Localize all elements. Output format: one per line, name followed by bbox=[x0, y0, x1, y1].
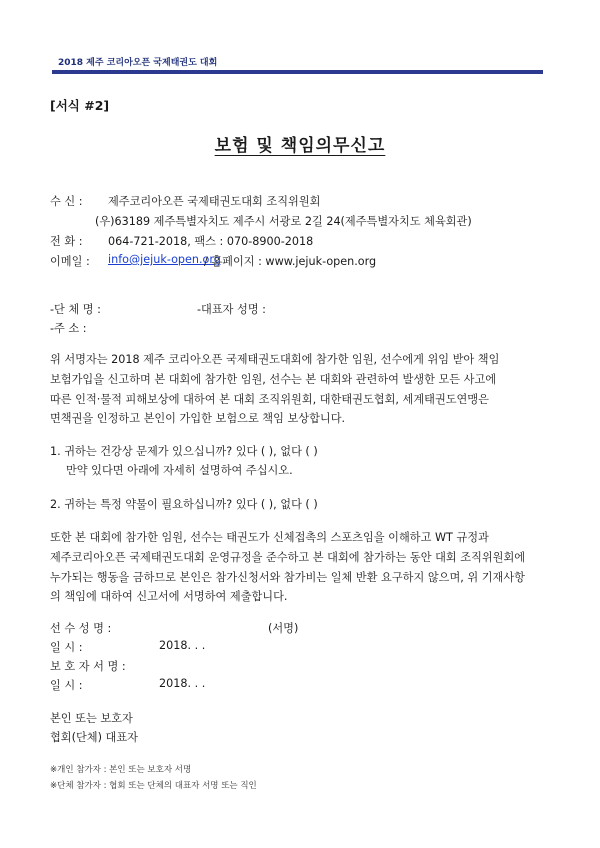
signer-association-representative: 협회(단체) 대표자 bbox=[50, 731, 138, 744]
paragraph-2-line: 제주코리아오픈 국제태권도대회 운영규정을 준수하고 본 대회에 참가하는 동안 대회 조직위원회에 bbox=[50, 551, 526, 564]
note-individual: ※개인 참가자 : 본인 또는 보호자 서명 bbox=[50, 765, 192, 775]
signer-self-or-guardian: 본인 또는 보호자 bbox=[50, 712, 133, 725]
note-group: ※단체 참가자 : 협회 또는 단체의 대표자 서명 또는 직인 bbox=[50, 781, 257, 791]
paragraph-2-line: 또한 본 대회에 참가한 임원, 선수는 태권도가 신체접촉의 스포츠임을 이해하고 WT 규정과 bbox=[50, 531, 489, 544]
header-title: 2018 제주 코리아오픈 국제태권도 대회 bbox=[58, 58, 218, 68]
date-value: 2018. . . bbox=[159, 639, 206, 652]
question-health-detail: 만약 있다면 아래에 자세히 설명하여 주십시오. bbox=[66, 464, 293, 477]
phone-label: 전 화 : bbox=[50, 235, 83, 248]
header-divider bbox=[52, 70, 543, 74]
date-label: 일 시 : bbox=[50, 679, 83, 692]
question-medication: 2. 귀하는 특정 약물이 필요하십니까? 있다 ( ), 없다 ( ) bbox=[50, 498, 318, 511]
paragraph-2-line: 의 책임에 대하여 신고서에 서명하여 제출합니다. bbox=[50, 590, 288, 603]
team-name-field: -단 체 명 : bbox=[50, 303, 101, 316]
paragraph-2-line: 누가되는 행동을 금하므로 본인은 참가신청서와 참가비는 일체 반환 요구하지 않으며, 위 기재사항 bbox=[50, 571, 525, 584]
recipient-value: 제주코리아오픈 국제태권도대회 조직위원회 bbox=[108, 195, 321, 208]
paragraph-1-line: 면책권을 인정하고 본인이 가입한 보험으로 책임 보상합니다. bbox=[50, 412, 346, 425]
paragraph-1-line: 보험가입을 신고하며 본 대회에 참가한 임원, 선수는 본 대회와 관련하여 발생한 모든 사고에 bbox=[50, 373, 497, 386]
date-label: 일 시 : bbox=[50, 641, 83, 654]
recipient-label: 수 신 : bbox=[50, 195, 83, 208]
recipient-address: (우)63189 제주특별자치도 제주시 서광로 2길 24(제주특별자치도 체육회관) bbox=[95, 215, 472, 228]
homepage-text: / 홈페이지 : www.jejuk-open.org bbox=[204, 255, 377, 268]
representative-name-field: -대표자 성명 : bbox=[197, 303, 266, 316]
paragraph-1-line: 따른 인적·물적 피해보상에 대하여 본 대회 조직위원회, 대한태권도협회, 세계태권도연맹은 bbox=[50, 393, 489, 406]
paragraph-1-line: 위 서명자는 2018 제주 코리아오픈 국제태권도대회에 참가한 임원, 선수에게 위임 받아 책임 bbox=[50, 353, 500, 366]
phone-value: 064-721-2018, 팩스 : 070-8900-2018 bbox=[108, 235, 314, 248]
document-title: 보험 및 책임의무신고 bbox=[214, 136, 386, 156]
question-health: 1. 귀하는 건강상 문제가 있으십니까? 있다 ( ), 없다 ( ) bbox=[50, 445, 318, 458]
email-link[interactable]: info@jejuk-open.org bbox=[108, 253, 221, 266]
form-label: [서식 #2] bbox=[50, 98, 110, 113]
email-label: 이메일 : bbox=[50, 255, 90, 268]
address-field: -주 소 : bbox=[50, 322, 87, 335]
athlete-name-label: 선 수 성 명 : bbox=[50, 622, 112, 635]
signature-mark: (서명) bbox=[268, 622, 299, 635]
guardian-sign-label: 보 호 자 서 명 : bbox=[50, 660, 126, 673]
date-value: 2018. . . bbox=[159, 677, 206, 690]
